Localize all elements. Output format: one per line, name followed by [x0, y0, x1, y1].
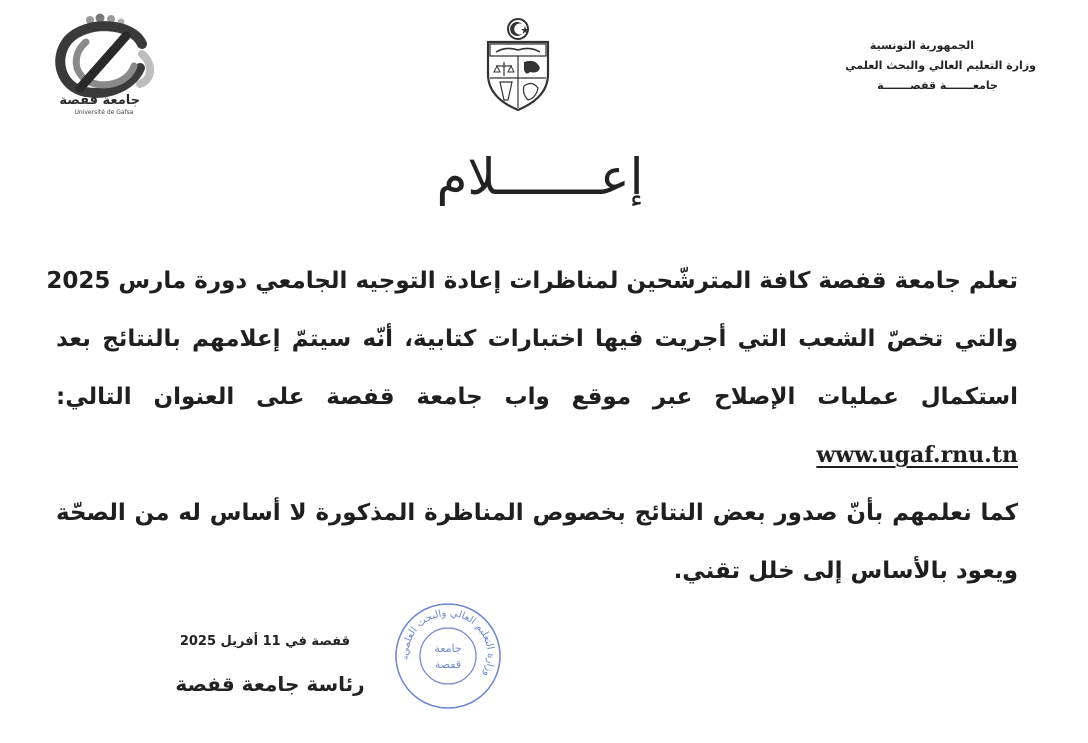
coat-of-arms-icon: [478, 16, 558, 112]
stamp-inner-line-1: جامعة: [434, 642, 462, 655]
body-line-1: تعلم جامعة قفصة كافة المترشّحين لمناظرات إعادة التوجيه الجامعي دورة مارس 2025: [46, 268, 1018, 294]
university-logo: [50, 14, 160, 118]
body-line-3: استكمال عمليات الإصلاح عبر موقع واب جامعة قفصة على العنوان التالي:: [56, 384, 1018, 410]
stamp-outer-text: وزارة التعليم العالي والبحث العلمي: [399, 607, 497, 679]
stamp-inner-line-2: قفصة: [434, 658, 462, 671]
administration-header: [776, 36, 1036, 96]
announcement-body: [46, 252, 1018, 600]
republic-name: الجمهورية التونسية: [869, 39, 974, 52]
university-name: جامعـــــــة قفصـــــــة: [877, 79, 998, 92]
ministry-name: وزارة التعليم العالي والبحث العلمي: [845, 59, 1036, 72]
date-line: قفصة في 11 أفريل 2025: [179, 634, 350, 649]
body-line-4: كما نعلمهم بأنّ صدور بعض النتائج بخصوص المناظرة المذكورة لا أساس له من الصحّة: [56, 500, 1018, 526]
presidency-signature: رئاسة جامعة قفصة: [175, 672, 365, 696]
announcement-title: إعـــــــلام: [436, 148, 644, 206]
website-url-line: [56, 426, 1018, 484]
university-logo-name-fr: Université de Gafsa: [74, 109, 134, 116]
website-link[interactable]: www.ugaf.rnu.tn: [816, 442, 1018, 468]
body-line-5: ويعود بالأساس إلى خلل تقني.: [673, 558, 1018, 584]
svg-text:*: *: [404, 655, 409, 665]
university-logo-name-ar: جامعة قفصة: [59, 93, 140, 108]
official-stamp-icon: [392, 600, 504, 712]
body-line-2: والتي تخصّ الشعب التي أجريت فيها اختبارات كتابية، أنّه سيتمّ إعلامهم بالنتائج بعد: [56, 326, 1018, 352]
